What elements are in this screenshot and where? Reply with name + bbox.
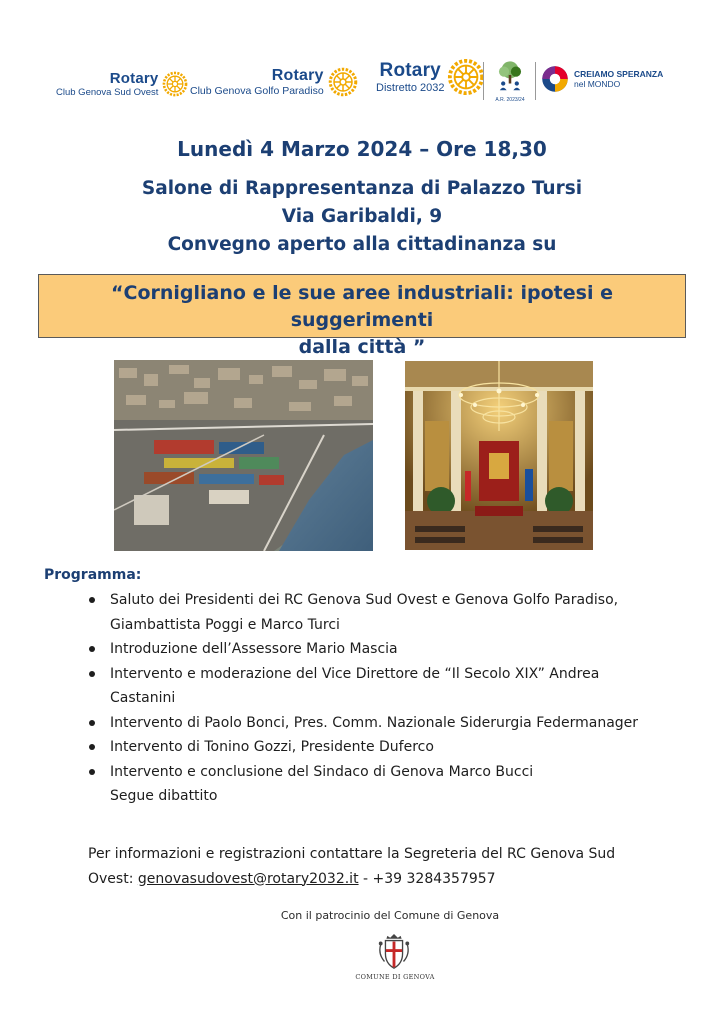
program-item: [88, 735, 688, 760]
program-item-line: Intervento e conclusione del Sindaco di Genova Marco Bucci: [110, 763, 534, 780]
contact-line1: Per informazioni e registrazioni contattare la Segreteria del RC Genova Sud: [88, 846, 616, 862]
logo-club-name: Club Genova Golfo Paradiso: [190, 85, 324, 97]
program-item: [88, 760, 688, 785]
logo-district-name: Distretto 2032: [376, 82, 445, 94]
logo-creiamo-speranza: [540, 64, 663, 94]
theme-line2: nel MONDO: [574, 79, 621, 89]
program-item-line: Castanini: [110, 690, 176, 706]
rotary-wheel-icon: [447, 58, 485, 96]
program-item: [88, 662, 688, 711]
rotary-wheel-icon: [162, 71, 188, 97]
logo-rotary-word: Rotary: [379, 60, 441, 81]
contact-line2: [88, 867, 698, 892]
program-item: [88, 637, 688, 662]
program-item: [88, 588, 688, 637]
palazzo-tursi-hall-photo: [405, 361, 593, 550]
comune-genova-crest-icon: [375, 933, 413, 971]
program-item-line: Giambattista Poggi e Marco Turci: [110, 616, 340, 633]
program-item-line: Introduzione dell’Assessore Mario Mascia: [110, 641, 398, 657]
contact-info: [88, 842, 698, 891]
program-item-line: Intervento di Tonino Gozzi, Presidente Duferco: [110, 739, 434, 755]
event-date-time: Lunedì 4 Marzo 2024 – Ore 18,30: [177, 137, 547, 161]
swirl-logo-icon: [540, 64, 570, 94]
rotary-wheel-icon: [328, 67, 358, 97]
patronage-note: Con il patrocinio del Comune di Genova: [280, 909, 500, 922]
program-item-line: Intervento e moderazione del Vice Direttore de “Il Secolo XIX” Andrea: [110, 665, 600, 682]
program-label: Programma:: [44, 567, 142, 583]
palazzo-tursi-hall-image: [405, 361, 593, 550]
aerial-port-photo: [114, 360, 373, 551]
theme-line1: CREIAMO SPERANZA: [574, 69, 664, 79]
event-venue: Salone di Rappresentanza di Palazzo Tursi: [141, 178, 583, 199]
logo-rotary-word: Rotary: [271, 67, 324, 84]
program-item-line: Intervento di Paolo Bonci, Pres. Comm. Nazionale Siderurgia Federmanager: [110, 714, 639, 731]
tree-people-icon: [493, 58, 527, 92]
program-followup: Segue dibattito: [110, 788, 218, 804]
contact-email-link[interactable]: genovasudovest@rotary2032.it: [137, 870, 359, 887]
logo-divider: [535, 62, 536, 100]
comune-label: COMUNE DI GENOVA: [355, 973, 435, 981]
event-title-line1: “Cornigliano e le sue aree industriali: ipotesi e suggerimenti: [111, 282, 613, 331]
event-title-line2: dalla città ”: [298, 336, 426, 358]
logo-anniversary: [489, 58, 531, 103]
event-title-box: [38, 274, 686, 358]
logo-club-name: Club Genova Sud Ovest: [56, 87, 159, 98]
event-address: Via Garibaldi, 9: [281, 206, 443, 227]
logo-divider: [483, 62, 484, 100]
logo-rotary-distretto: [376, 58, 485, 96]
anniversary-label: A.R. 2023/24: [495, 97, 525, 103]
logo-rotary-club-golfo-paradiso: [190, 67, 358, 97]
contact-phone: - +39 3284357957: [358, 870, 496, 887]
aerial-port-image: [114, 360, 373, 551]
logo-rotary-club-sud-ovest: [56, 70, 188, 98]
event-intro: Convegno aperto alla cittadinanza su: [167, 234, 557, 255]
program-item-line: Saluto dei Presidenti dei RC Genova Sud Ovest e Genova Golfo Paradiso,: [110, 592, 619, 608]
contact-prefix: Ovest:: [88, 870, 138, 887]
logo-rotary-word: Rotary: [109, 70, 159, 87]
program-list: [88, 588, 688, 809]
program-item: [88, 711, 688, 736]
